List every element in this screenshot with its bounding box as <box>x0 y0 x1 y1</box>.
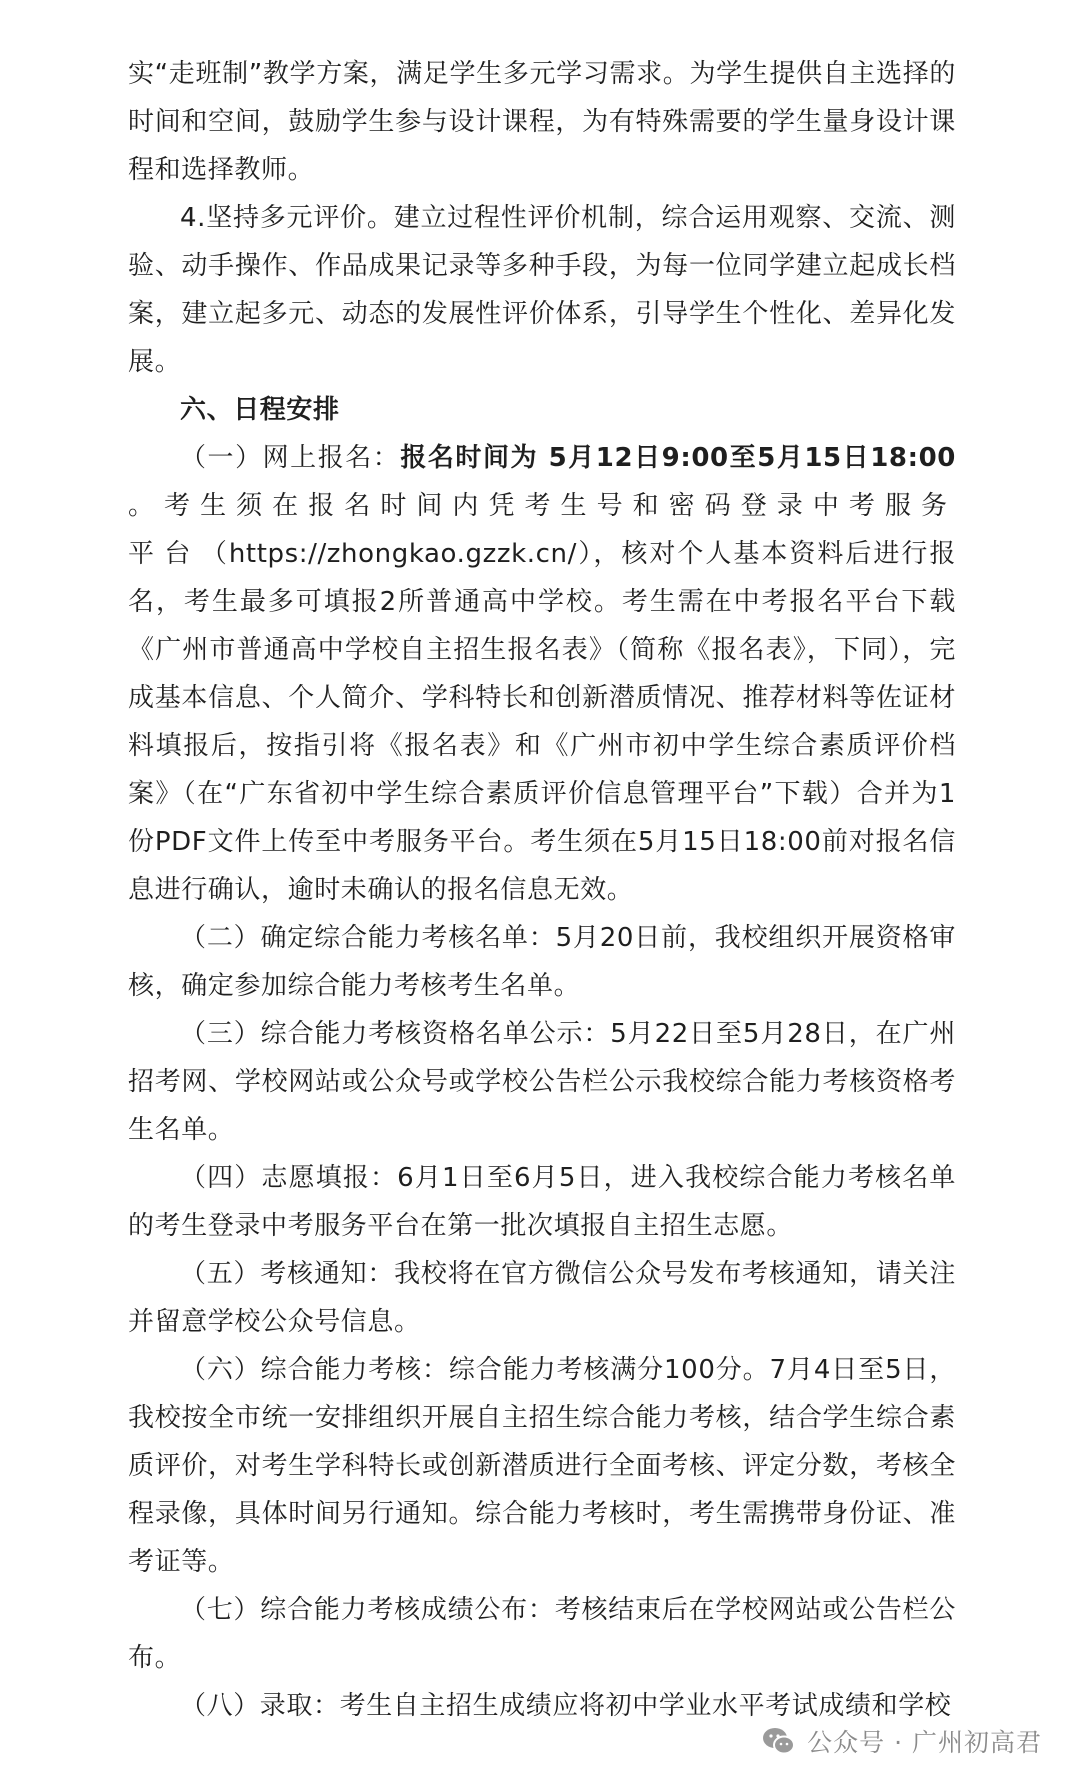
paragraph-diverse-evaluation: 4.坚持多元评价。建立过程性评价机制，综合运用观察、交流、测验、动手操作、作品成果记录等多种手段，为每一位同学建立起成长档案，建立起多元、动态的发展性评价体系，引导学生个性化、差异化发展。 <box>128 203 956 377</box>
paragraph-list-publicity: （三）综合能力考核资格名单公示：5月22日至5月28日，在广州招考网、学校网站或公众号或学校公告栏公示我校综合能力考核资格考生名单。 <box>128 1019 956 1145</box>
paragraph-course-selection: 实“走班制”教学方案，满足学生多元学习需求。为学生提供自主选择的时间和空间，鼓励学生参与设计课程，为有特殊需要的学生量身设计课程和选择教师。 <box>128 59 956 185</box>
watermark-text: 公众号 · 广州初高君 <box>807 1728 1042 1757</box>
section-heading-schedule: 六、日程安排 <box>180 395 340 425</box>
paragraph-confirm-list: （二）确定综合能力考核名单：5月20日前，我校组织开展资格审核，确定参加综合能力考核考生名单。 <box>128 923 956 1001</box>
paragraph-admission: （八）录取：考生自主招生成绩应将初中学业水平考试成绩和学校 <box>180 1691 952 1721</box>
wechat-icon <box>761 1726 797 1756</box>
registration-details: （https://zhongkao.gzzk.cn/），核对个人基本资料后进行报名，考生最多可填报2所普通高中学校。考生需在中考报名平台下载《广州市普通高中学校自主招生报名表》（简称《报名表》，下同），完成基本信息、个人简介、学科特长和创新潜质情况、推荐材料等佐证材料填报后，按指引将《报名表》和《广州市初中学生综合素质评价档案》（在“广东省初中学生综合素质评价信息管理平台”下载）合并为1份PDF文件上传至中考服务平台。考生须在5月15日18:00前对报名信息进行确认，逾时未确认的报名信息无效。 <box>128 539 956 905</box>
registration-platform-line: 。考生须在报名时间内凭考生号和密码登录中考服务平台 <box>128 491 956 569</box>
document-page <box>128 50 956 1730</box>
paragraph-score-announcement: （七）综合能力考核成绩公布：考核结束后在学校网站或公告栏公布。 <box>128 1595 956 1673</box>
wechat-watermark <box>761 1723 1042 1759</box>
registration-time-bold: 报名时间为 5月12日9:00至5月15日18:00 <box>400 443 956 473</box>
registration-lead: （一）网上报名： <box>180 443 401 473</box>
paragraph-assessment-notice: （五）考核通知：我校将在官方微信公众号发布考核通知，请关注并留意学校公众号信息。 <box>128 1259 956 1337</box>
paragraph-application-filling: （四）志愿填报：6月1日至6月5日，进入我校综合能力考核名单的考生登录中考服务平台在第一批次填报自主招生志愿。 <box>128 1163 956 1241</box>
paragraph-online-registration <box>128 434 956 914</box>
paragraph-comprehensive-assessment: （六）综合能力考核：综合能力考核满分100分。7月4日至5日，我校按全市统一安排组织开展自主招生综合能力考核，结合学生综合素质评价，对考生学科特长或创新潜质进行全面考核、评定分数，考核全程录像，具体时间另行通知。综合能力考核时，考生需携带身份证、准考证等。 <box>128 1355 956 1577</box>
